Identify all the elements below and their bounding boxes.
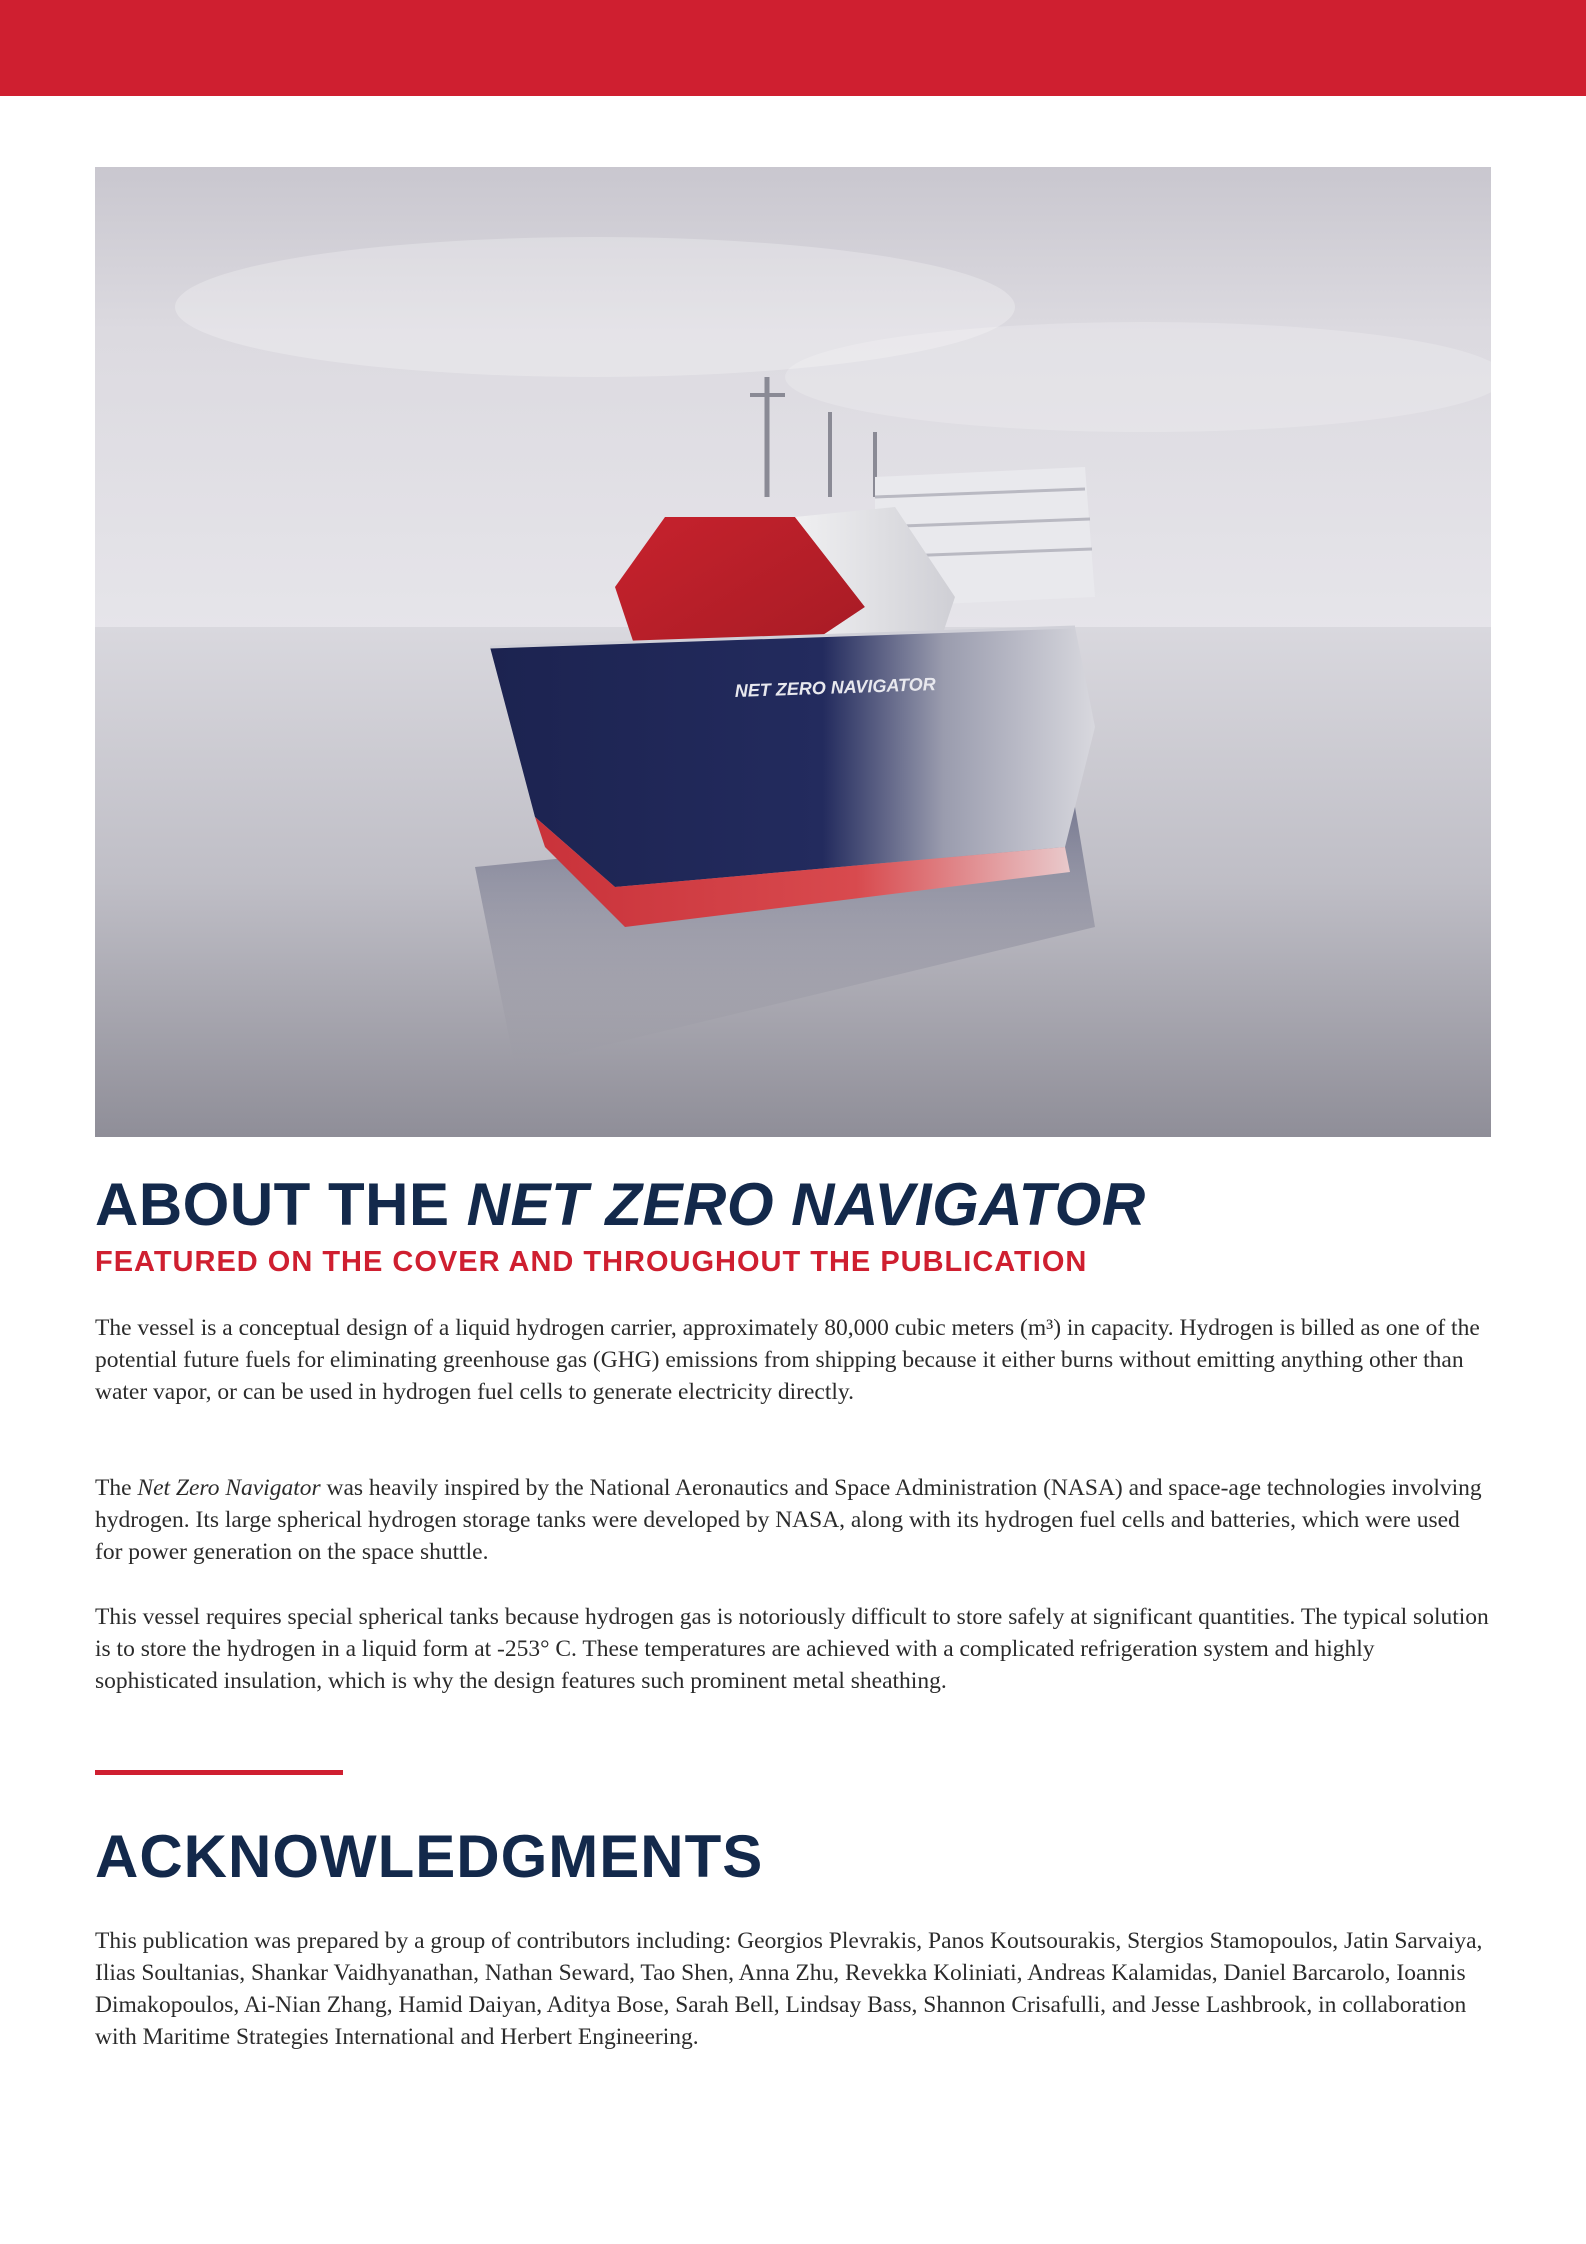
acknowledgments-text: This publication was prepared by a group of contributors including: Georgios Plevrakis, Panos Koutsourakis, Stergios Stamopoulos, Jatin Sarvaiya, Ilias Soultanias, Shankar Vaidhyanathan, Nathan Seward, Tao Shen, Anna Zhu, Revekka Koliniati, Andreas Kalamidas, Daniel Barcarolo, Ioannis Dimakopoulos, Ai-Nian Zhang, Hamid Daiyan, Aditya Bose, Sarah Bell, Lindsay Bass, Shannon Crisafulli, and Jesse Lashbrook, in collaboration with Maritime Strategies International and Herbert Engineering. xyxy=(95,1928,1483,2050)
top-accent-bar xyxy=(0,0,1586,96)
ship-illustration xyxy=(95,167,1491,1137)
about-paragraph-1: The vessel is a conceptual design of a liquid hydrogen carrier, approximately 80,000 cubic meters (m³) in capacity. Hydrogen is billed as one of the potential future fuels for eliminating greenhouse gas (GHG) emissions from shipping because it either burns without emitting anything other than water vapor, or can be used in hydrogen fuel cells to generate electricity directly. xyxy=(95,1315,1480,1405)
about-paragraph-3: This vessel requires special spherical tanks because hydrogen gas is notoriously difficult to store safely at significant quantities. The typical solution is to store the hydrogen in a liquid form at -253° C. These temperatures are achieved with a complicated refrigeration system and highly sophisticated insulation, which is why the design features such prominent metal sheathing. xyxy=(95,1604,1489,1694)
section-divider xyxy=(95,1770,343,1775)
acknowledgments-title: ACKNOWLEDGMENTS xyxy=(95,1823,764,1890)
about-title xyxy=(95,1170,1146,1240)
about-title-emphasis: NET ZERO NAVIGATOR xyxy=(466,1171,1146,1238)
paragraph-2-lead: The xyxy=(95,1475,138,1501)
paragraph-2-rest: was heavily inspired by the National Aeronautics and Space Administration (NASA) and space-age technologies involving hydrogen. Its large spherical hydrogen storage tanks were developed by NASA, along with its hydrogen fuel cells and batteries, which were used for power generation on the space shuttle. xyxy=(95,1475,1482,1565)
paragraph-2-emphasis: Net Zero Navigator xyxy=(137,1475,321,1501)
about-title-prefix: ABOUT THE xyxy=(95,1171,467,1238)
about-subtitle: FEATURED ON THE COVER AND THROUGHOUT THE PUBLICATION xyxy=(95,1246,1088,1278)
hero-image xyxy=(95,167,1491,1137)
about-paragraph-2 xyxy=(95,1472,1490,1568)
hull-name-text: NET ZERO NAVIGATOR xyxy=(734,673,937,701)
